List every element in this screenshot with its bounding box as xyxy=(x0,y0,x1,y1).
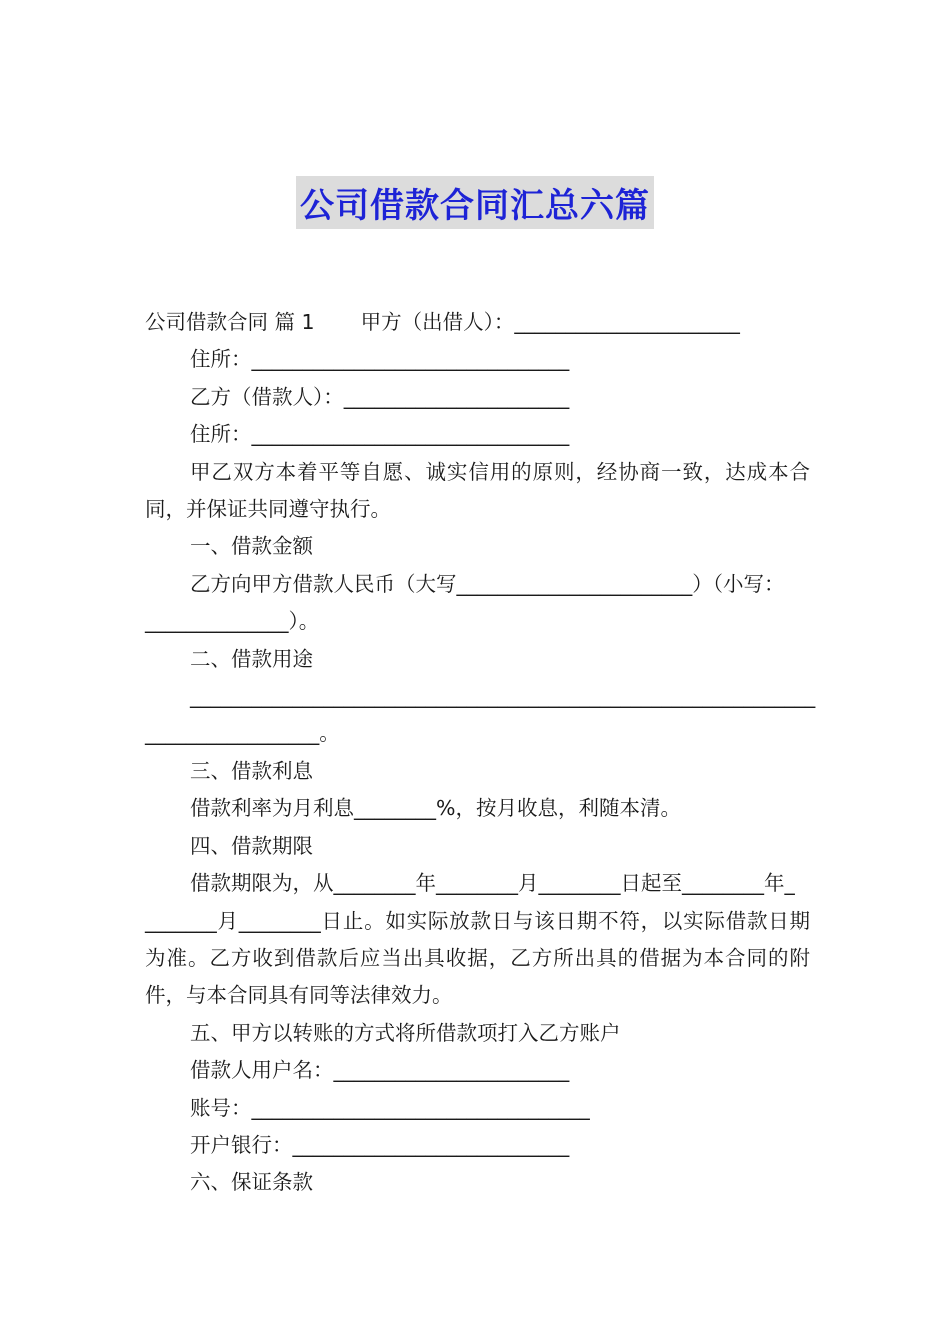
section-1-heading: 一、借款金额 xyxy=(190,534,313,559)
contract-heading: 公司借款合同 篇 1 xyxy=(145,310,315,334)
party-b-address: 住所：_______________________________ xyxy=(190,422,570,447)
opening-bank: 开户银行：___________________________ xyxy=(190,1132,570,1157)
section-3-heading: 三、借款利息 xyxy=(190,758,313,783)
section-4-heading: 四、借款期限 xyxy=(190,833,313,858)
contract-body xyxy=(145,304,816,1202)
document-title xyxy=(0,176,950,229)
contract-heading-line xyxy=(145,304,810,341)
preamble-paragraph: 甲乙双方本着平等自愿、诚实信用的原则，经协商一致，达成本合同，并保证共同遵守执行。 xyxy=(145,459,810,522)
loan-amount-line-2: ______________）。 xyxy=(145,609,320,634)
loan-amount-line: 乙方向甲方借款人民币（大写_______________________）（小写： xyxy=(190,571,785,596)
loan-purpose-blank-2: _________________。 xyxy=(145,721,340,746)
loan-term-paragraph: _______月________日止。如实际放款日与该日期不符，以实际借款日期为准。乙方收到借款后应当出具收据，乙方所出具的借据为本合同的附件，与本合同具有同等法律效力。 xyxy=(145,908,810,1008)
loan-purpose-blank: _____________________________________________________________ xyxy=(190,684,816,709)
document-title-text: 公司借款合同汇总六篇 xyxy=(296,176,654,229)
account-number: 账号：_________________________________ xyxy=(190,1095,590,1120)
borrower-account-name: 借款人用户名：_______________________ xyxy=(190,1058,570,1083)
section-6-heading: 六、保证条款 xyxy=(190,1170,313,1195)
interest-rate-line: 借款利率为月利息________%，按月收息，利随本清。 xyxy=(190,796,681,821)
loan-term-line: 借款期限为，从________年________月________日起至________年_ xyxy=(190,871,795,896)
party-a-address: 住所：_______________________________ xyxy=(190,347,570,372)
section-2-heading: 二、借款用途 xyxy=(190,646,313,671)
party-a-field: 甲方（出借人）：______________________ xyxy=(360,310,740,334)
section-5-heading: 五、甲方以转账的方式将所借款项打入乙方账户 xyxy=(190,1020,621,1045)
party-b-field: 乙方（借款人）：______________________ xyxy=(190,384,570,409)
